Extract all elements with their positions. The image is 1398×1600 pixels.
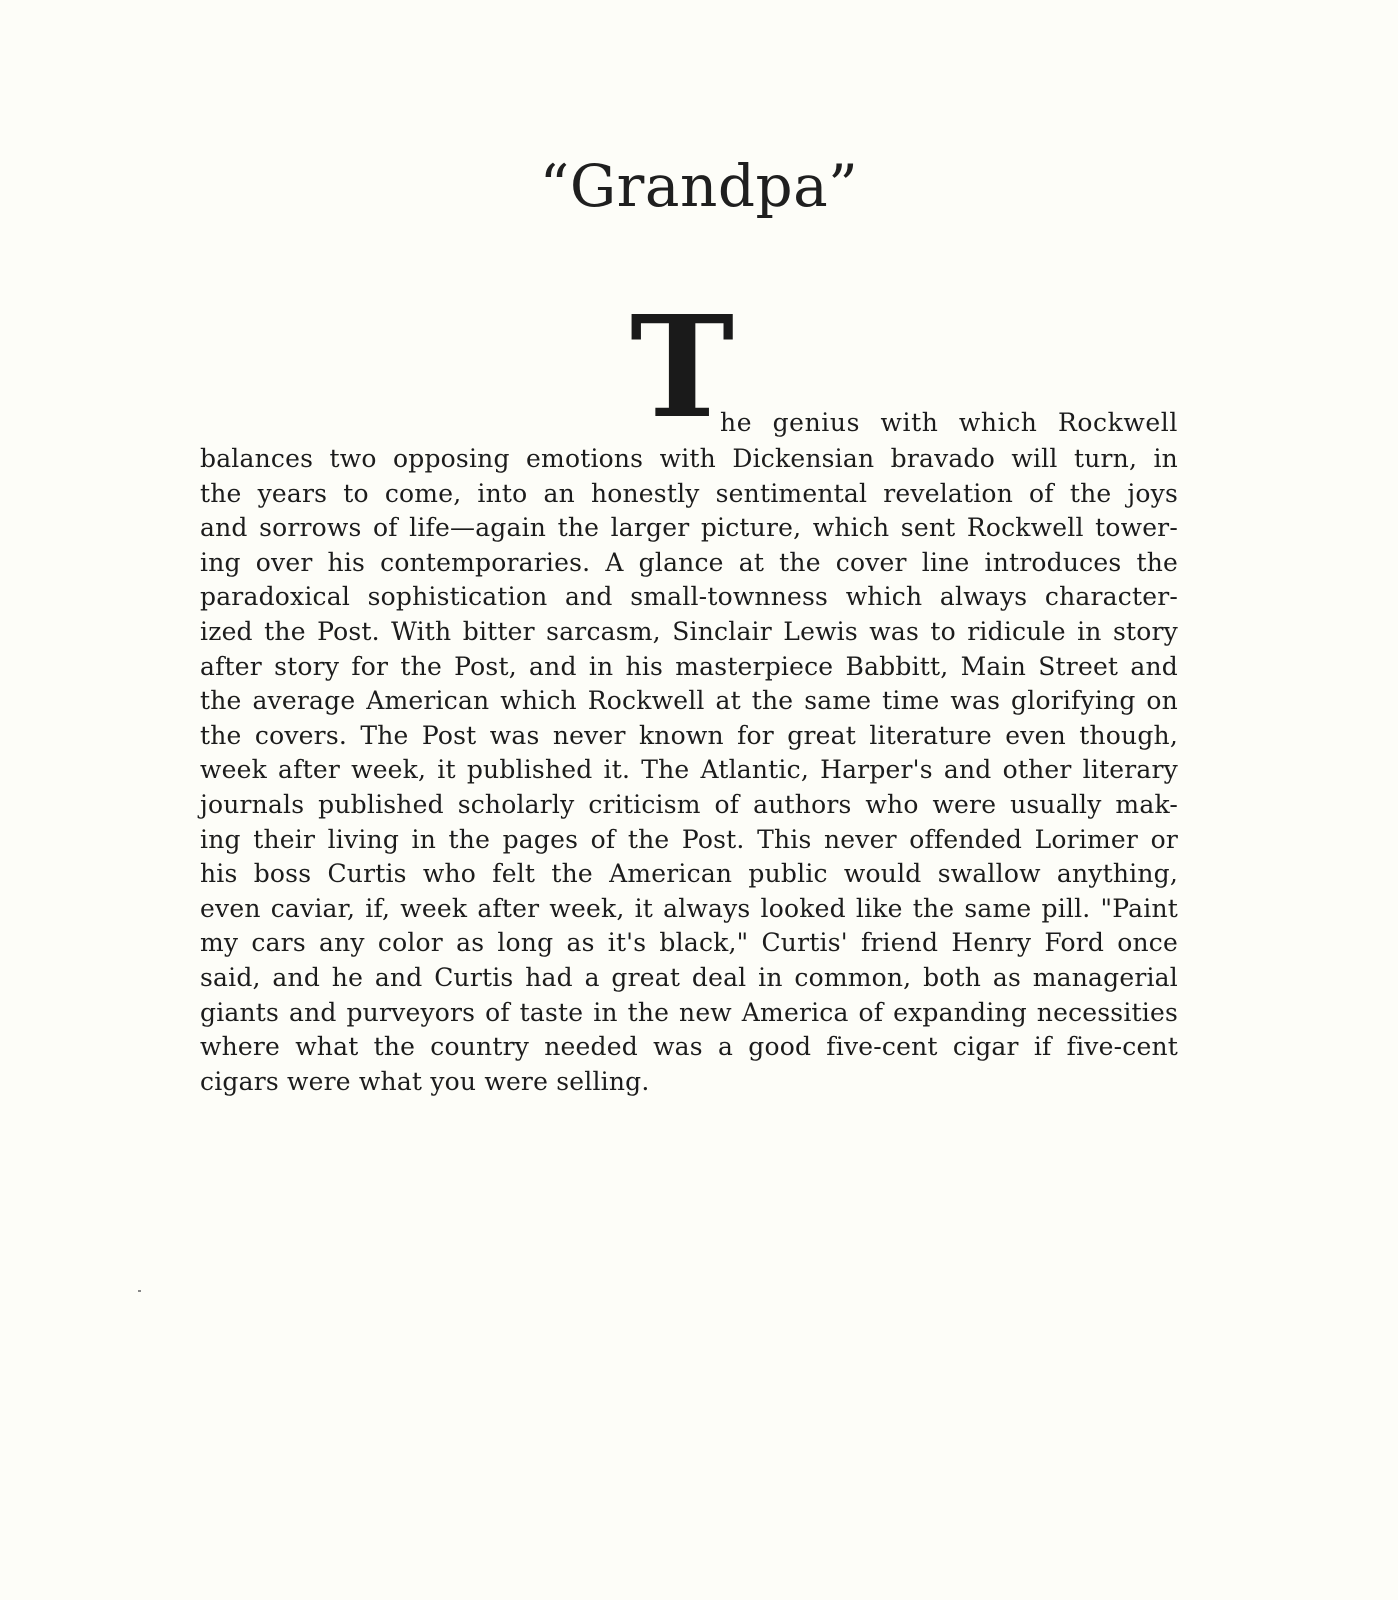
text-line: balances two opposing emotions with Dickensian bravado will turn, in	[200, 444, 1178, 473]
text-line: paradoxical sophistication and small-townness which always character-	[200, 582, 1178, 612]
text-line: his boss Curtis who felt the American public would swallow anything,	[200, 859, 1178, 889]
text-line: week after week, it published it. The Atlantic, Harper's and other literary	[200, 755, 1178, 785]
drop-cap: T	[630, 286, 735, 450]
page-title: “Grandpa”	[539, 152, 859, 220]
text-line: giants and purveyors of taste in the new America of expanding necessities	[200, 997, 1178, 1027]
text-line: where what the country needed was a good five-cent cigar if five-cent	[200, 1032, 1178, 1062]
first-line: he genius with which Rockwell	[720, 408, 1178, 437]
text-line: and sorrows of life—again the larger picture, which sent Rockwell tower-	[200, 513, 1178, 543]
text-line: ing over his contemporaries. A glance at the cover line introduces the	[200, 547, 1178, 577]
text-line: cigars were what you were selling.	[200, 1066, 650, 1096]
text-line: ized the Post. With bitter sarcasm, Sinclair Lewis was to ridicule in story	[200, 616, 1178, 646]
paper-speck	[138, 1290, 141, 1292]
text-line: journals published scholarly criticism of authors who were usually mak-	[200, 789, 1178, 819]
body-text	[200, 286, 1178, 1096]
text-line: after story for the Post, and in his masterpiece Babbitt, Main Street and	[200, 651, 1178, 681]
paragraph	[200, 442, 1178, 1099]
text-line: my cars any color as long as it's black," Curtis' friend Henry Ford once	[200, 928, 1178, 958]
text-line: said, and he and Curtis had a great deal in common, both as managerial	[200, 962, 1178, 992]
text-line: the covers. The Post was never known for great literature even though,	[200, 720, 1178, 750]
opening-row	[200, 286, 1178, 450]
text-line: even caviar, if, week after week, it always looked like the same pill. "Paint	[200, 893, 1178, 923]
text-line: the years to come, into an honestly sentimental revelation of the joys	[200, 478, 1178, 508]
text-line: the average American which Rockwell at the same time was glorifying on	[200, 686, 1178, 716]
text-line: ing their living in the pages of the Post. This never offended Lorimer or	[200, 824, 1178, 854]
